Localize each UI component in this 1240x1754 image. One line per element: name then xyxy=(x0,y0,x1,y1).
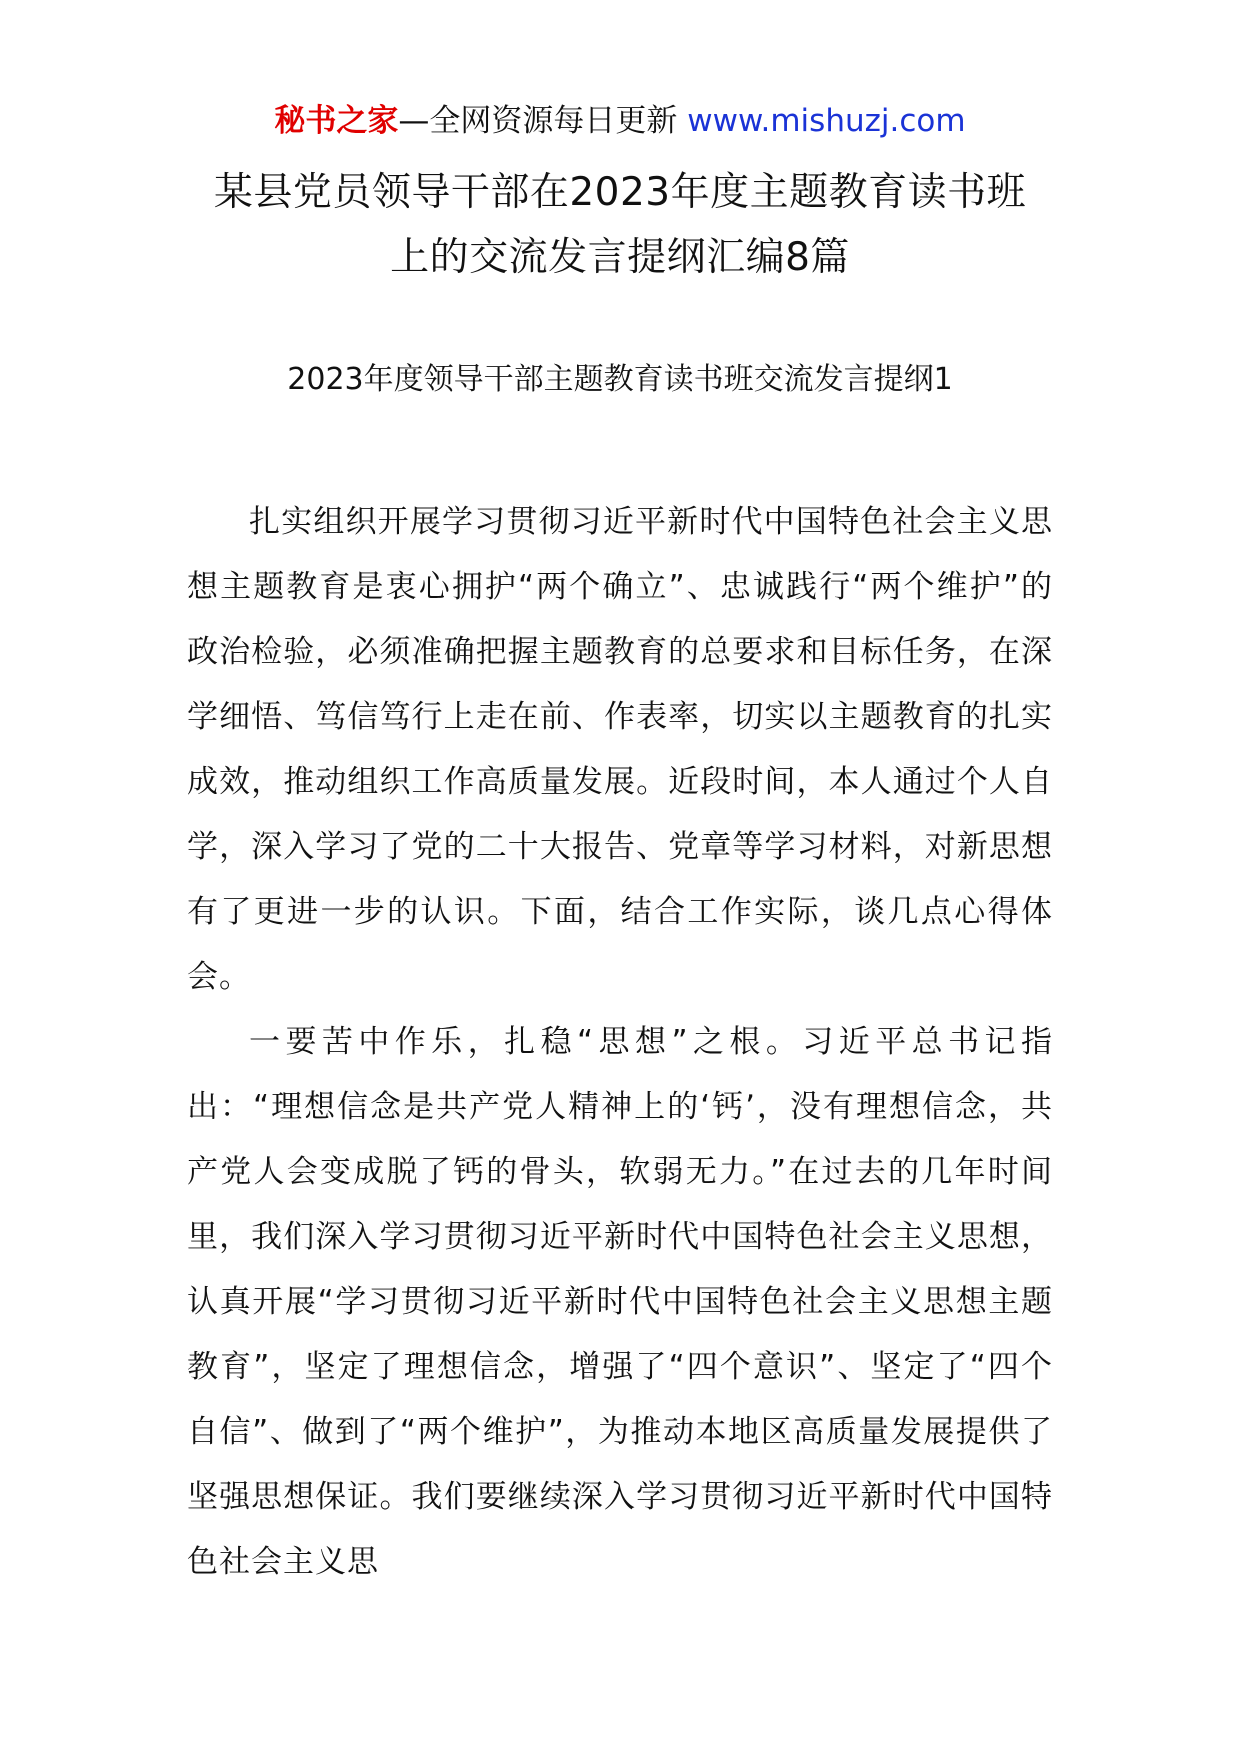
site-header xyxy=(0,100,1240,142)
body-paragraph: 扎实组织开展学习贯彻习近平新时代中国特色社会主义思想主题教育是衷心拥护“两个确立”、忠诚践行“两个维护”的政治检验，必须准确把握主题教育的总要求和目标任务，在深学细悟、笃信笃行上走在前、作表率，切实以主题教育的扎实成效，推动组织工作高质量发展。近段时间，本人通过个人自学，深入学习了党的二十大报告、党章等学习材料，对新思想有了更进一步的认识。下面，结合工作实际，谈几点心得体会。 xyxy=(187,504,1053,995)
brand-name: 秘书之家 xyxy=(274,103,399,139)
document-body xyxy=(187,490,1053,1595)
document-title-line-1: 某县党员领导干部在2023年度主题教育读书班 xyxy=(213,170,1027,215)
document-title-line-2: 上的交流发言提纲汇编8篇 xyxy=(390,235,850,280)
document-title xyxy=(150,160,1090,290)
section-subtitle: 2023年度领导干部主题教育读书班交流发言提纲1 xyxy=(287,362,953,397)
site-url-link[interactable]: www.mishuzj.com xyxy=(687,103,966,139)
site-tagline: —全网资源每日更新 xyxy=(398,103,688,139)
body-paragraph: 一要苦中作乐，扎稳“思想”之根。习近平总书记指出：“理想信念是共产党人精神上的‘钙’，没有理想信念，共产党人会变成脱了钙的骨头，软弱无力。”在过去的几年时间里，我们深入学习贯彻习近平新时代中国特色社会主义思想，认真开展“学习贯彻习近平新时代中国特色社会主义思想主题教育”，坚定了理想信念，增强了“四个意识”、坚定了“四个自信”、做到了“两个维护”，为推动本地区高质量发展提供了坚强思想保证。我们要继续深入学习贯彻习近平新时代中国特色社会主义思 xyxy=(187,1024,1053,1580)
